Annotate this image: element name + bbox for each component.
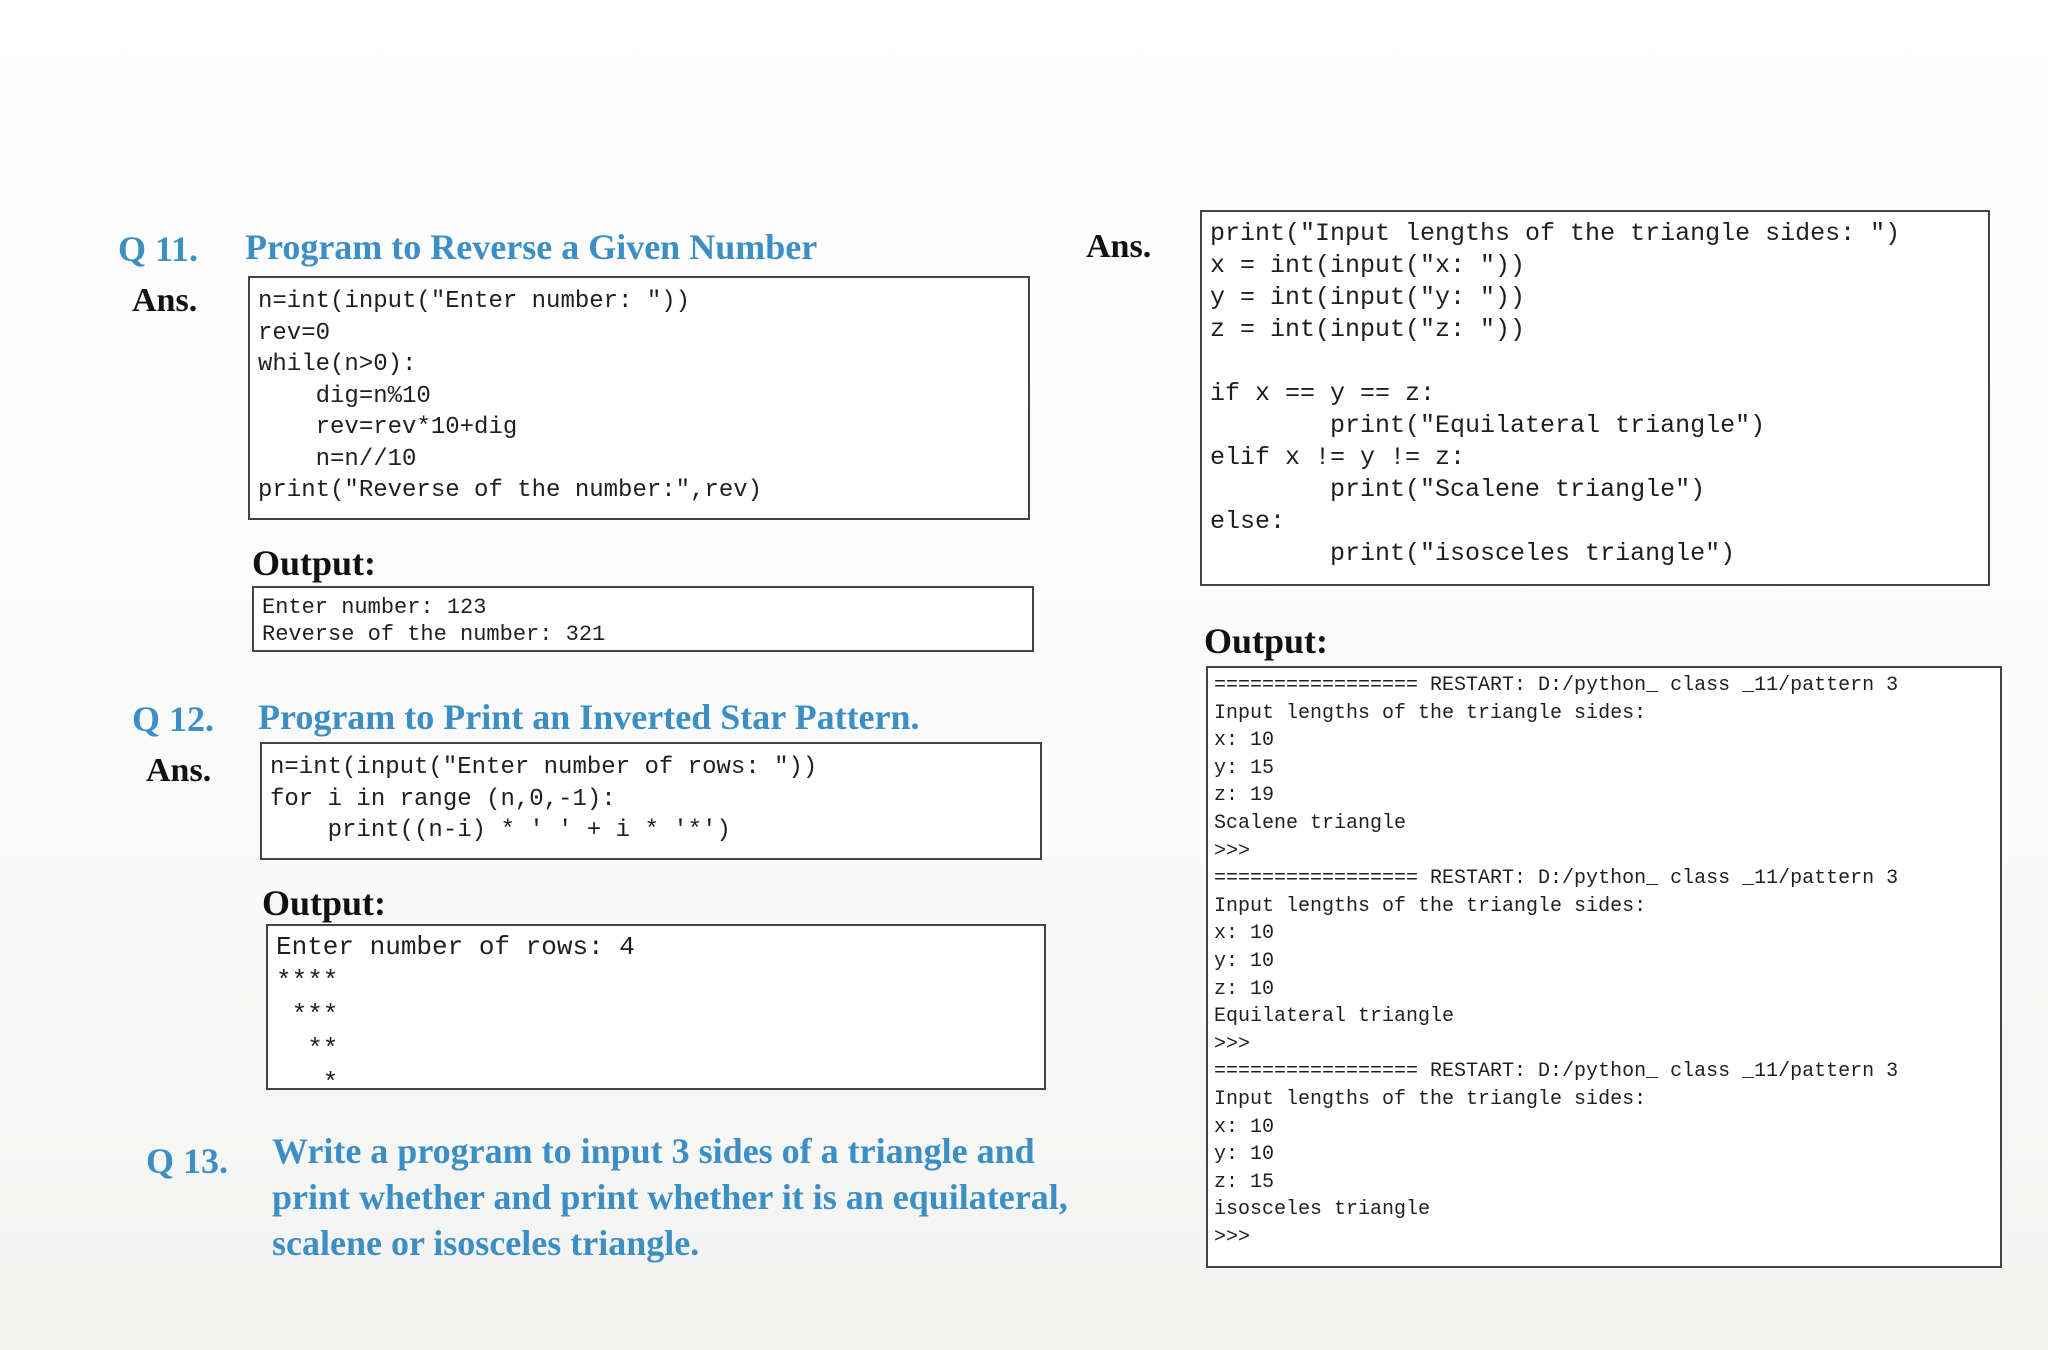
output-line: * [276, 1068, 339, 1098]
q12-output-box [266, 924, 1046, 1098]
output-line: ** [276, 1034, 339, 1064]
code-line [1210, 346, 1980, 378]
output-line: x: 10 [1214, 922, 1275, 946]
code-line: if x == y == z: [1210, 379, 1436, 408]
q13-code-box [1200, 210, 1990, 586]
q13-title-line: scalene or isosceles triangle. [272, 1223, 700, 1263]
q13-title [272, 1128, 1072, 1266]
output-line: ================= RESTART: D:/python_ class _11/pattern 3 [1214, 867, 1899, 891]
code-line: n=int(input("Enter number: ")) [258, 288, 691, 315]
output-line: z: 15 [1214, 1170, 1275, 1194]
output-line: ================= RESTART: D:/python_ class _11/pattern 3 [1214, 1060, 1899, 1084]
output-line: y: 15 [1214, 756, 1275, 780]
output-line: Enter number of rows: 4 [276, 932, 635, 962]
q13-output-label: Output: [1204, 621, 1329, 661]
code-line: print((n-i) * ' ' + i * '*') [270, 817, 731, 844]
code-line: n=n//10 [258, 445, 417, 473]
q11-code [258, 286, 1020, 507]
q11-output [262, 594, 1024, 648]
output-line: y: 10 [1214, 1143, 1275, 1167]
q12-ans-label: Ans. [146, 752, 212, 789]
output-line: >>> [1214, 1225, 1251, 1249]
code-line: print("Scalene triangle") [1210, 475, 1706, 504]
output-line: *** [276, 1000, 339, 1030]
code-line: else: [1210, 507, 1286, 536]
output-line: Scalene triangle [1214, 811, 1407, 835]
q12-code [270, 752, 1032, 847]
output-line: ================= RESTART: D:/python_ class _11/pattern 3 [1214, 674, 1899, 697]
code-line: y = int(input("y: ")) [1210, 283, 1526, 312]
output-line: Input lengths of the triangle sides: [1214, 1087, 1647, 1111]
output-line: >>> [1214, 1032, 1251, 1056]
output-line: y: 10 [1214, 949, 1275, 973]
q13-output [1214, 672, 1994, 1251]
code-line: while(n>0): [258, 351, 417, 378]
output-line: Enter number: 123 [262, 595, 487, 620]
q13-output-box [1206, 666, 2002, 1268]
code-line: x = int(input("x: ")) [1210, 251, 1526, 280]
q13-title-line: Write a program to input 3 sides of a triangle and [272, 1131, 1035, 1171]
q13-ans-label: Ans. [1086, 228, 1152, 265]
code-line: n=int(input("Enter number of rows: ")) [270, 754, 818, 781]
q13-number: Q 13. [146, 1141, 229, 1181]
output-line: isosceles triangle [1214, 1198, 1431, 1222]
q12-output-label: Output: [262, 883, 387, 923]
q13-code [1210, 218, 1980, 570]
output-line: x: 10 [1214, 729, 1275, 753]
q12-output [276, 930, 1036, 1100]
code-line: print("Equilateral triangle") [1210, 411, 1766, 440]
q11-output-box [252, 586, 1034, 652]
output-line: **** [276, 966, 339, 996]
q12-number: Q 12. [132, 699, 215, 739]
q12-code-box [260, 742, 1042, 860]
code-line: print("Input lengths of the triangle sides: ") [1210, 219, 1901, 248]
q11-code-box [248, 276, 1030, 520]
output-line: Input lengths of the triangle sides: [1214, 701, 1647, 725]
output-line: Equilateral triangle [1214, 1005, 1455, 1029]
q11-output-label: Output: [252, 543, 377, 583]
output-line: Input lengths of the triangle sides: [1214, 894, 1647, 918]
q12-title: Program to Print an Inverted Star Pattern. [258, 697, 920, 737]
q11-title: Program to Reverse a Given Number [245, 227, 818, 267]
output-line: z: 10 [1214, 977, 1275, 1001]
output-line: z: 19 [1214, 784, 1275, 808]
code-line: print("isosceles triangle") [1210, 539, 1736, 568]
q11-ans-label: Ans. [132, 282, 198, 319]
code-line: dig=n%10 [258, 382, 431, 410]
q11-number: Q 11. [118, 229, 199, 269]
output-line: x: 10 [1214, 1115, 1275, 1139]
output-line: Reverse of the number: 321 [262, 622, 606, 647]
output-line: >>> [1214, 839, 1251, 863]
code-line: rev=rev*10+dig [258, 414, 518, 441]
code-line: elif x != y != z: [1210, 443, 1466, 472]
code-line: rev=0 [258, 319, 331, 347]
code-line: z = int(input("z: ")) [1210, 315, 1526, 344]
code-line: print("Reverse of the number:",rev) [258, 477, 763, 504]
code-line: for i in range (n,0,-1): [270, 785, 616, 813]
q13-title-line: print whether and print whether it is an equilateral, [272, 1177, 1068, 1217]
